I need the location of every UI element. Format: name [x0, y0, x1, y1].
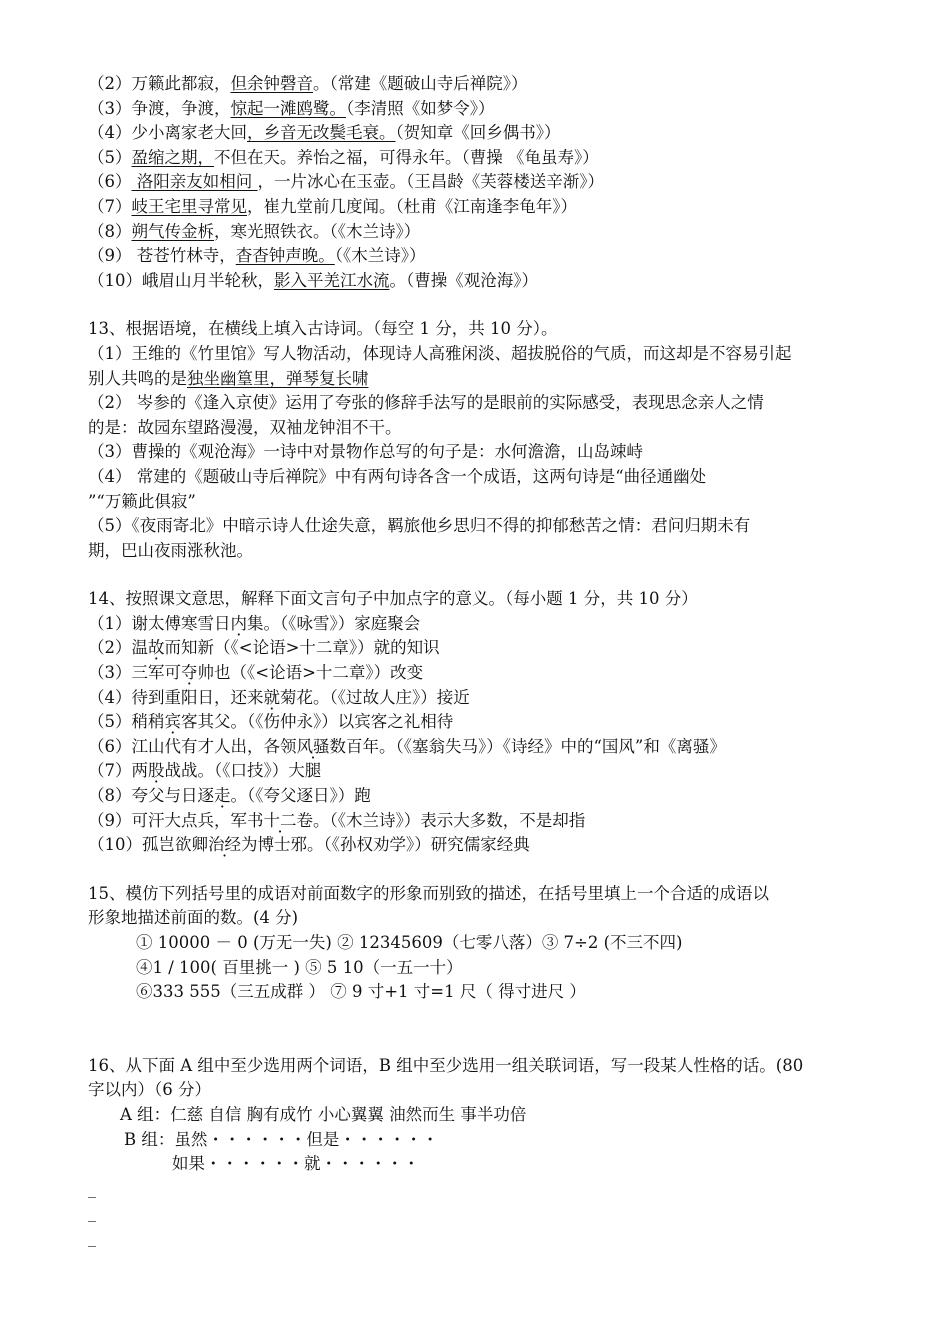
q16-group-a: A 组：仁慈 自信 胸有成竹 小心翼翼 油然而生 事半功倍	[120, 1104, 527, 1124]
item-source: 不但在天。养怡之福，可得永年。（曹操 《龟虽寿》）	[214, 147, 599, 167]
q12-item-2	[88, 72, 868, 97]
item-text: 别人共鸣的是	[88, 368, 187, 388]
sentence-text: （4）待到重阳日，还来	[88, 687, 264, 707]
answer-underlined: 朔气传金柝	[131, 221, 214, 241]
q15-title-line2: 形象地描述前面的数。(4 分)	[88, 908, 299, 928]
dotted-word: 宾	[164, 712, 181, 732]
answer-underlined: 但余钟磬音	[230, 74, 313, 93]
q16-title-line1: 16、从下面 A 组中至少选用两个词语，B 组中至少选用一组关联词语，写一段某人性格的话。(80	[88, 1055, 804, 1075]
sentence-answer: 菊花。（《过故人庄》）接近	[280, 687, 470, 707]
answer-blank-line[interactable]: _	[88, 1203, 96, 1223]
answer-underlined: 洛阳亲友如相问	[131, 172, 258, 192]
q14-item	[88, 759, 868, 784]
q15-row2: ④1 / 100( 百里挑一 ) ⑤ 5 10（一五一十）	[136, 957, 463, 977]
q13-p4-line2: ”“万籁此俱寂”	[88, 491, 196, 511]
item-text: （9） 苍苍竹林寺，	[88, 246, 236, 266]
q13-p2-line1: （2） 岑参的《逢入京使》运用了夸张的修辞手法写的是眼前的实际感受，表现思念亲人之情	[88, 393, 764, 413]
q13-p2-line2: 的是：故园东望路漫漫，双袖龙钟泪不干。	[88, 417, 402, 437]
sentence-answer: 而知新（《<论语>十二章》）就的知识	[164, 638, 440, 658]
q12-item-4	[88, 121, 868, 146]
sentence-answer: 。（《夸父逐日》）跑	[230, 786, 371, 806]
item-text: （8）	[88, 221, 132, 241]
dotted-word: 风骚	[296, 736, 330, 756]
dotted-word: 内	[230, 613, 247, 633]
dotted-word: 十二	[263, 810, 297, 830]
q13-title: 13、根据语境，在横线上填入古诗词。（每空 1 分，共 10 分）。	[88, 319, 558, 339]
q13-section	[88, 317, 868, 563]
sentence-text: （10）孤岂欲卿	[88, 835, 208, 855]
spacer	[88, 858, 868, 882]
q15-title-line1: 15、模仿下列括号里的成语对前面数字的形象而别致的描述，在括号里填上一个合适的成语以	[88, 883, 769, 903]
item-source: ，一片冰心在玉壶。（王昌龄《芙蓉楼送辛渐》）	[257, 172, 604, 192]
q14-item	[88, 784, 868, 809]
q12-item-10	[88, 269, 868, 294]
item-text: （5）	[88, 147, 132, 167]
q12-item-7	[88, 195, 868, 220]
answer-blank-line[interactable]: _	[88, 1227, 96, 1247]
q15-section	[88, 882, 868, 1005]
q13-p1-line2	[88, 367, 868, 392]
q12-item-5	[88, 146, 868, 171]
q15-row3: ⑥333 555（三五成群 ） ⑦ 9 寸+1 寸=1 尺（ 得寸进尺 ）	[136, 982, 586, 1002]
q13-p5-line2: 期，巴山夜雨涨秋池。	[88, 540, 253, 560]
item-text: （6）	[88, 172, 132, 192]
q14-item	[88, 686, 868, 711]
q14-item	[88, 809, 868, 834]
sentence-answer: 客其父。（《伤仲永》）以宾客之礼相待	[181, 712, 454, 732]
sentence-text: （9）可汗大点兵，军书	[88, 810, 264, 830]
spacer	[88, 1005, 868, 1054]
answer-underlined: 影入平羌江水流	[274, 270, 390, 290]
q12-item-9	[88, 244, 868, 269]
sentence-answer: 集。（《咏雪》）家庭聚会	[247, 613, 421, 633]
sentence-text: （3）三军可	[88, 663, 181, 683]
sentence-answer: 帅也（《<论语>十二章》）改变	[197, 663, 424, 683]
dotted-word: 就	[263, 687, 280, 707]
q13-p3: （3）曹操的《观沧海》一诗中对景物作总写的句子是：水何澹澹，山岛竦峙	[88, 442, 643, 462]
q12-item-6	[88, 170, 868, 195]
sentence-answer: 数百年。（《塞翁失马》）《诗经》中的“国风”和《离骚》	[329, 736, 726, 756]
item-source: （李清照《如梦令》）	[346, 98, 495, 118]
dotted-word: 夺	[181, 663, 198, 683]
sentence-text: （5）稍稍	[88, 712, 165, 732]
sentence-text: （8）夸父与日逐	[88, 786, 214, 806]
item-source: 。（曹操《观沧海》）	[389, 270, 538, 290]
sentence-answer: 为博士邪。（《孙权劝学》）研究儒家经典	[241, 835, 530, 855]
item-source: ，崔九堂前几度闻。（杜甫《江南逢李龟年》）	[247, 196, 577, 216]
dotted-word: 走	[214, 786, 231, 806]
item-text: （10）峨眉山月半轮秋，	[88, 270, 274, 290]
dotted-word: 治经	[208, 835, 241, 855]
item-source: 。（常建《题破山寺后禅院》）	[313, 74, 528, 93]
item-text: （7）	[88, 196, 132, 216]
q13-p4-line1: （4） 常建的《题破山寺后禅院》中有两句诗各含一个成语，这两句诗是“曲径通幽处	[88, 466, 707, 486]
answer-underlined: 独坐幽篁里，弹琴复长啸	[187, 368, 369, 388]
dotted-word: 故	[148, 638, 165, 658]
spacer	[88, 293, 868, 317]
q16-group-b-line1: B 组：虽然・・・・・・但是・・・・・・	[124, 1129, 439, 1149]
item-source: （贺知章《回乡偶书》）	[395, 123, 561, 143]
q12-item-8	[88, 220, 868, 245]
answer-underlined: 盈缩之期，	[131, 147, 214, 167]
q14-item	[88, 710, 868, 735]
q14-title: 14、按照课文意思，解释下面文言句子中加点字的意义。（每小题 1 分，共 10 分）	[88, 589, 698, 609]
q15-row1: ① 10000 － 0 (万无一失) ② 12345609（七零八落）③ 7÷2 (不三不四)	[136, 933, 683, 952]
answer-underlined: 杳杳钟声晚。	[235, 246, 335, 266]
item-text: （2）万籁此都寂，	[88, 74, 231, 93]
answer-underlined: ，乡音无改鬓毛衰。	[247, 123, 396, 143]
q13-p5-line1: （5）《夜雨寄北》中暗示诗人仕途失意，羁旅他乡思归不得的抑郁愁苦之情：君问归期未有	[88, 516, 751, 536]
q16-group-b-line2: 如果・・・・・・就・・・・・・	[172, 1154, 420, 1174]
sentence-text: （6）江山代有才人出，各领	[88, 736, 297, 756]
q14-section	[88, 587, 868, 858]
worksheet-page	[88, 72, 868, 1251]
q16-section	[88, 1054, 868, 1251]
dotted-word: 股	[148, 761, 165, 781]
item-text: （3）争渡，争渡，	[88, 98, 231, 118]
sentence-text: （1）谢太傅寒雪日	[88, 613, 231, 633]
answer-underlined: 惊起一滩鸥鹭。	[230, 98, 346, 118]
item-source: （《木兰诗》）	[334, 246, 426, 266]
item-source: ，寒光照铁衣。（《木兰诗》）	[214, 221, 421, 241]
q12-section	[88, 72, 868, 293]
answer-blank-line[interactable]: _	[88, 1178, 96, 1198]
q14-item	[88, 612, 868, 637]
q14-item	[88, 636, 868, 661]
spacer	[88, 563, 868, 587]
sentence-answer: 卷。（《木兰诗》）表示大多数，不是却指	[296, 810, 586, 830]
q14-item	[88, 661, 868, 686]
q14-item	[88, 735, 868, 760]
q12-item-3	[88, 97, 868, 122]
q13-p1-line1: （1）王维的《竹里馆》写人物活动，体现诗人高雅闲淡、超拔脱俗的气质，而这却是不容易引起	[88, 343, 792, 363]
q14-item	[88, 833, 868, 858]
sentence-text: （2）温	[88, 638, 148, 658]
sentence-answer: 战战。（《口技》）大腿	[164, 761, 322, 781]
sentence-text: （7）两	[88, 761, 148, 781]
q16-title-line2: 字以内）（6 分）	[88, 1080, 211, 1100]
item-text: （4）少小离家老大回	[88, 123, 247, 143]
answer-underlined: 岐王宅里寻常见	[131, 196, 247, 216]
